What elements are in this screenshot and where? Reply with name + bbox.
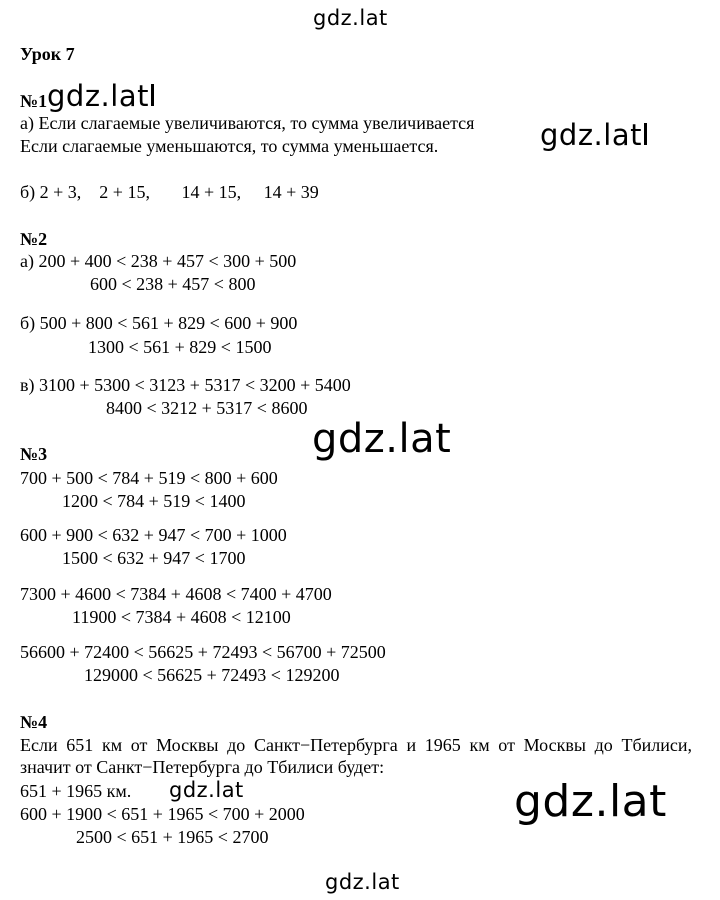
task2-b2: 1300 < 561 + 829 < 1500 (88, 337, 272, 357)
watermark-task1: gdz.lat (47, 79, 154, 113)
task3-r4a: 56600 + 72400 < 56625 + 72493 < 56700 + 72500 (20, 642, 386, 662)
task2-label: №2 (20, 229, 48, 249)
watermark-bar (151, 84, 154, 106)
lesson-title: Урок 7 (20, 44, 75, 64)
task3-r4b: 129000 < 56625 + 72493 < 129200 (84, 665, 340, 685)
task3-r3b: 11900 < 7384 + 4608 < 12100 (72, 607, 291, 627)
task4-label: №4 (20, 712, 48, 732)
watermark-bottom: gdz.lat (325, 870, 400, 894)
watermark-center: gdz.lat (312, 416, 452, 462)
task3-r2a: 600 + 900 < 632 + 947 < 700 + 1000 (20, 525, 287, 545)
task2-a2: 600 < 238 + 457 < 800 (90, 274, 256, 294)
watermark-top: gdz.lat (313, 6, 388, 30)
watermark-large: gdz.lat (514, 776, 667, 827)
watermark-small: gdz.lat (169, 778, 244, 802)
watermark-right-1: gdz.lat (538, 118, 649, 152)
task2-c1: в) 3100 + 5300 < 3123 + 5317 < 3200 + 5400 (20, 375, 351, 395)
task3-r3a: 7300 + 4600 < 7384 + 4608 < 7400 + 4700 (20, 584, 332, 604)
task3-r1b: 1200 < 784 + 519 < 1400 (62, 491, 246, 511)
task4-e1: 600 + 1900 < 651 + 1965 < 700 + 2000 (20, 804, 305, 824)
task1-line-a2: Если слагаемые уменьшаются, то сумма уменьшается. (20, 136, 439, 156)
task4-sum: 651 + 1965 км. (20, 781, 132, 801)
task1-line-a1: а) Если слагаемые увеличиваются, то сумма увеличивается (20, 113, 475, 133)
watermark-bar (644, 123, 647, 145)
task2-b1: б) 500 + 800 < 561 + 829 < 600 + 900 (20, 313, 298, 333)
task1-label: №1 (20, 91, 48, 111)
task3-label: №3 (20, 444, 48, 464)
task3-r2b: 1500 < 632 + 947 < 1700 (62, 548, 246, 568)
task2-a1: а) 200 + 400 < 238 + 457 < 300 + 500 (20, 251, 297, 271)
task4-paragraph: Если 651 км от Москвы до Санкт−Петербурга и 1965 км от Москвы до Тбилиси, значит от Санкт−Петербурга до Тбилиси будет: (20, 735, 692, 777)
task4-e2: 2500 < 651 + 1965 < 2700 (76, 827, 269, 847)
task1-line-b: б) 2 + 3, 2 + 15, 14 + 15, 14 + 39 (20, 182, 319, 202)
task3-r1a: 700 + 500 < 784 + 519 < 800 + 600 (20, 468, 278, 488)
task2-c2: 8400 < 3212 + 5317 < 8600 (106, 398, 308, 418)
